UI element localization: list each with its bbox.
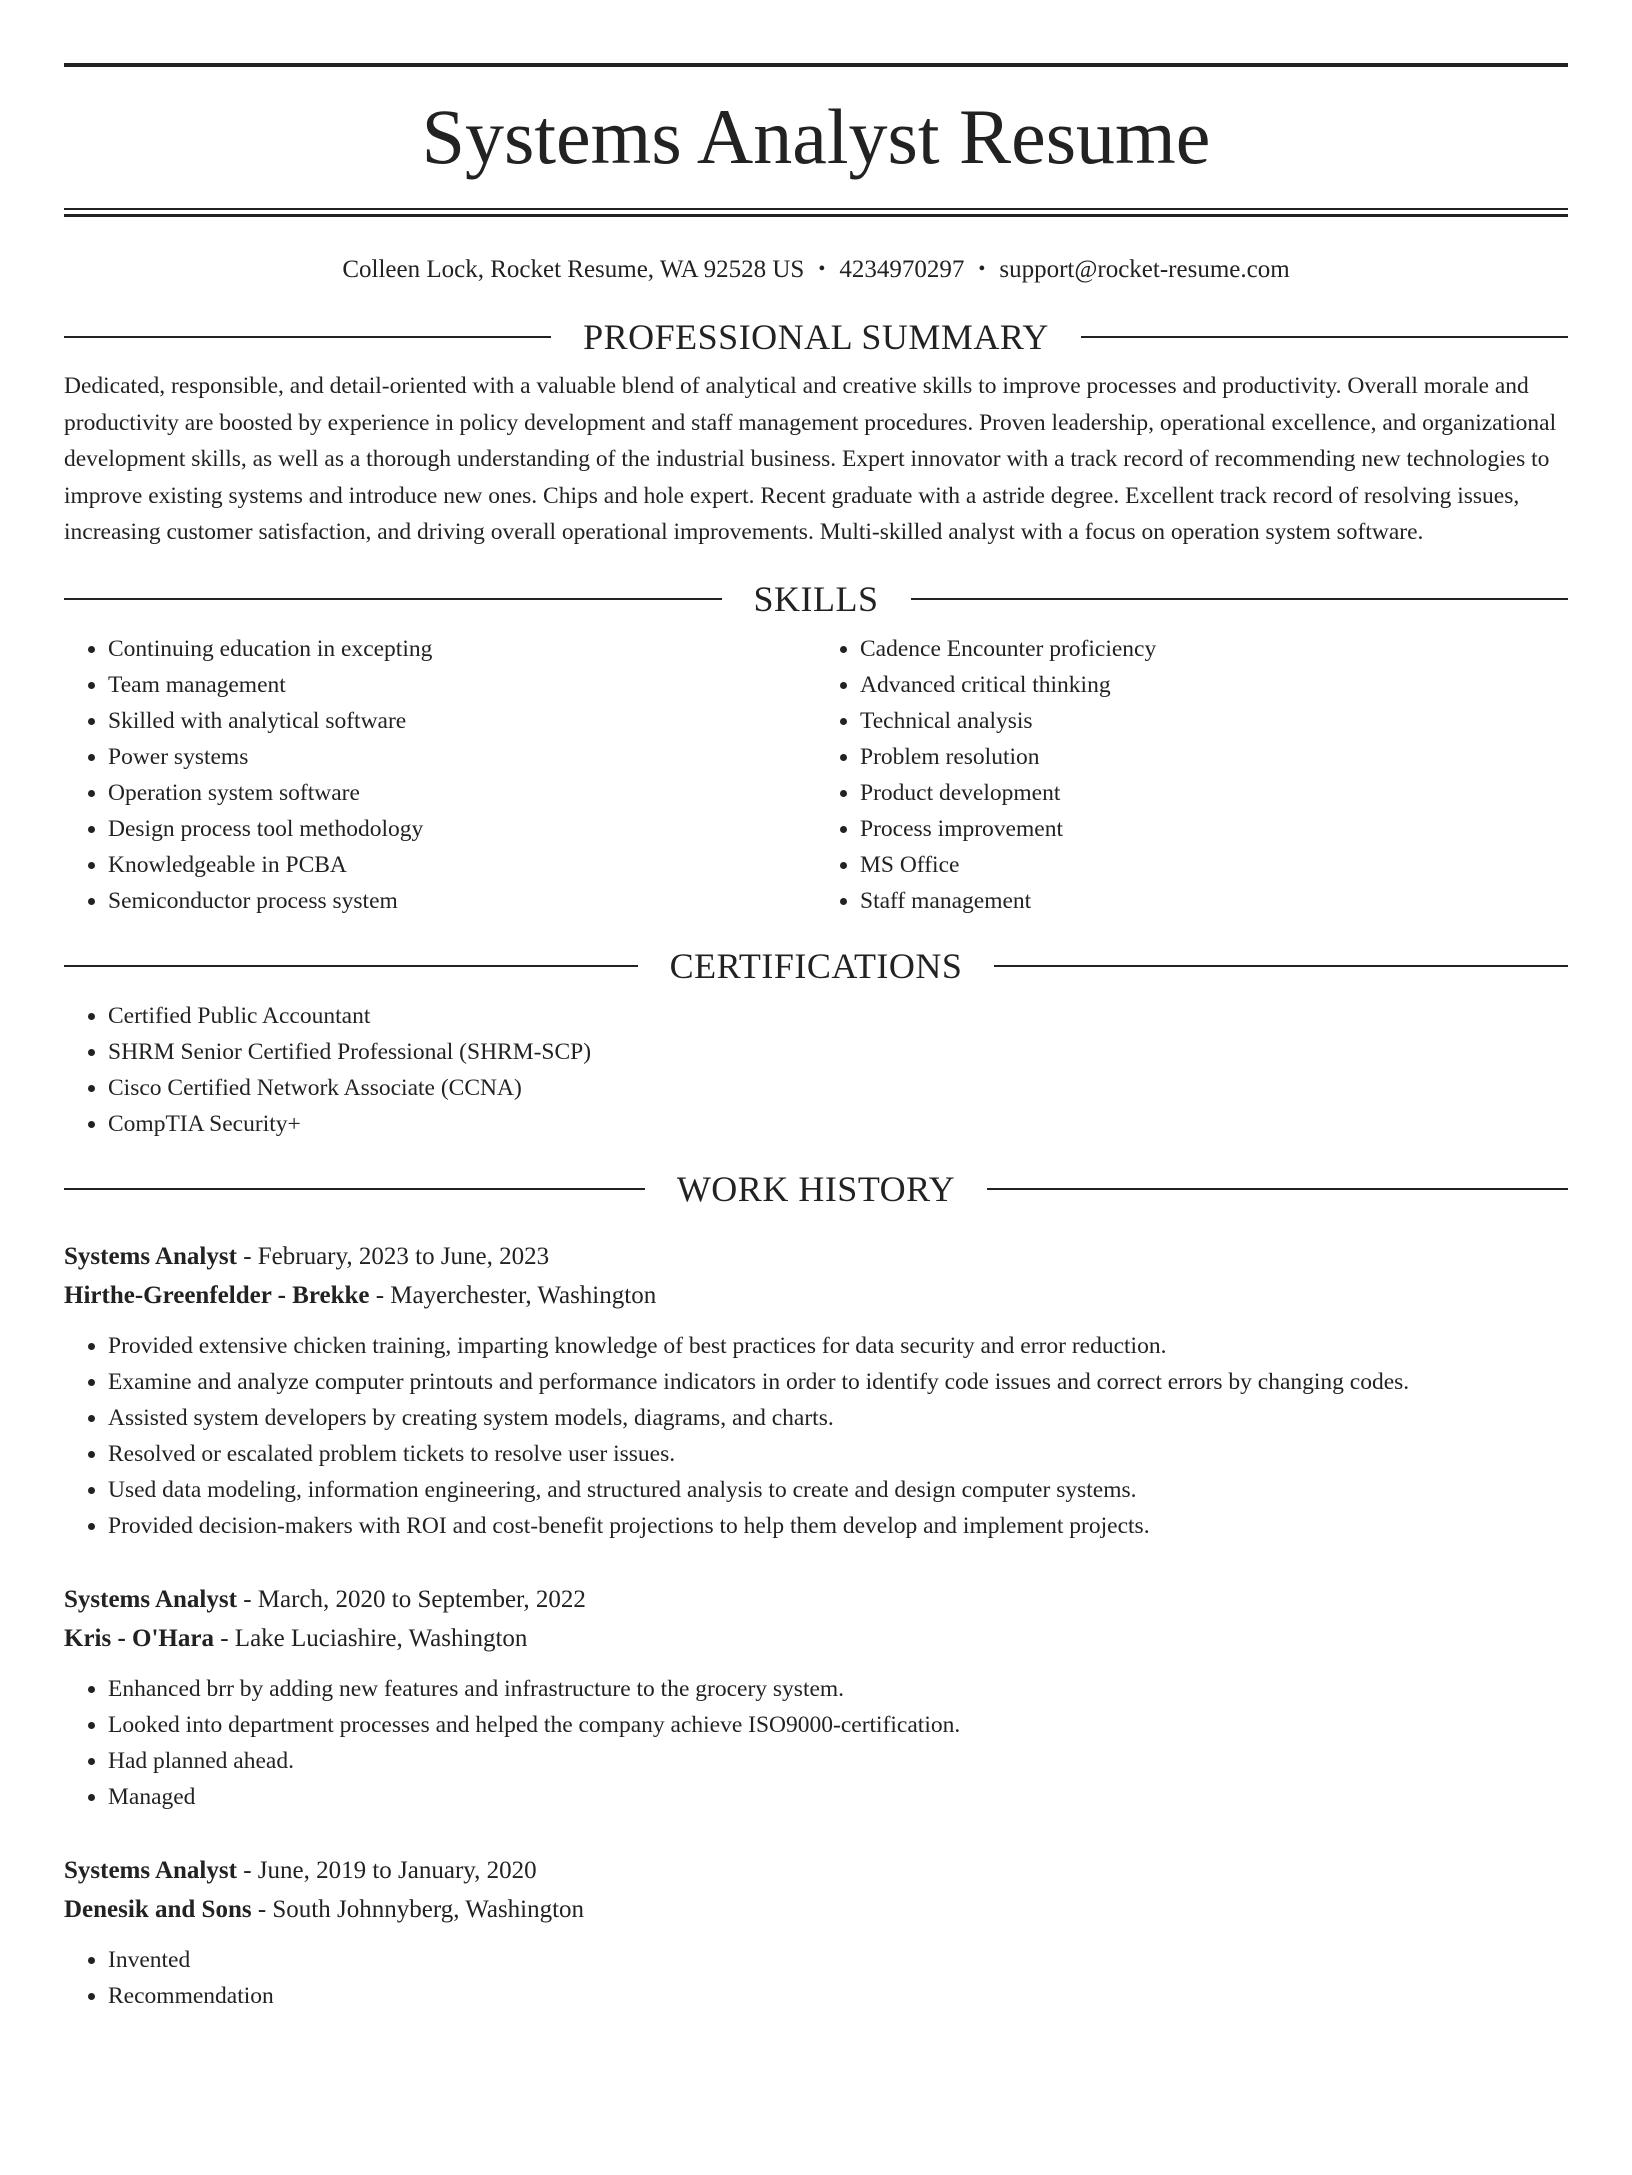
job-bullet: • Enhanced brr by adding new features and infrastructure to the grocery system. bbox=[108, 1671, 1568, 1707]
skill-item: • Technical analysis bbox=[860, 703, 1568, 739]
section-heading-label: PROFESSIONAL SUMMARY bbox=[583, 317, 1049, 357]
job-company-line bbox=[64, 1276, 1568, 1315]
contact-separator: • bbox=[818, 258, 826, 280]
job-bullet: • Provided extensive chicken training, imparting knowledge of best practices for data security and error reduction. bbox=[108, 1328, 1568, 1364]
job-bullet: • Used data modeling, information engineering, and structured analysis to create and design computer systems. bbox=[108, 1472, 1568, 1508]
job-company-line bbox=[64, 1619, 1568, 1658]
contact-email: support@rocket-resume.com bbox=[999, 256, 1290, 283]
skill-item: • Semiconductor process system bbox=[108, 883, 816, 919]
job-role: Systems Analyst bbox=[64, 1242, 237, 1270]
job-bullet: • Invented bbox=[108, 1942, 1568, 1978]
contact-phone: 4234970297 bbox=[839, 256, 965, 283]
job-role: Systems Analyst bbox=[64, 1856, 237, 1884]
contact-line bbox=[64, 253, 1568, 286]
resume-page bbox=[0, 63, 1632, 2175]
certification-item: • Cisco Certified Network Associate (CCNA) bbox=[108, 1070, 1568, 1106]
heading-rule-left bbox=[64, 965, 638, 967]
heading-rule-right bbox=[994, 965, 1568, 967]
heading-rule-left bbox=[64, 598, 722, 600]
header-bottom-rule bbox=[64, 208, 1568, 217]
skills-column-left bbox=[64, 631, 816, 919]
job-bullets bbox=[64, 1671, 1568, 1815]
skill-item: • Design process tool methodology bbox=[108, 811, 816, 847]
job-title-line bbox=[64, 1580, 1568, 1619]
job-company: Kris - O'Hara bbox=[64, 1624, 214, 1652]
contact-address: Colleen Lock, Rocket Resume, WA 92528 US bbox=[342, 256, 805, 283]
job-dates: - March, 2020 to September, 2022 bbox=[236, 1585, 586, 1613]
job-company: Denesik and Sons bbox=[64, 1895, 252, 1923]
skill-item: • Product development bbox=[860, 775, 1568, 811]
heading-rule-right bbox=[1081, 336, 1568, 338]
job-role: Systems Analyst bbox=[64, 1585, 237, 1613]
skill-item: • MS Office bbox=[860, 847, 1568, 883]
job-bullets bbox=[64, 1328, 1568, 1544]
skill-item: • Team management bbox=[108, 667, 816, 703]
skill-item: • Problem resolution bbox=[860, 739, 1568, 775]
skills-column-right bbox=[816, 631, 1568, 919]
job-location: - South Johnnyberg, Washington bbox=[251, 1895, 585, 1923]
certification-item: • Certified Public Accountant bbox=[108, 998, 1568, 1034]
job-bullet: • Looked into department processes and helped the company achieve ISO9000-certification. bbox=[108, 1707, 1568, 1743]
heading-rule-left bbox=[64, 336, 551, 338]
job-company-line bbox=[64, 1890, 1568, 1929]
contact-separator: • bbox=[978, 258, 986, 280]
skills-list bbox=[64, 631, 1568, 919]
job-entry bbox=[64, 1580, 1568, 1815]
skill-item: • Staff management bbox=[860, 883, 1568, 919]
skill-item: • Cadence Encounter proficiency bbox=[860, 631, 1568, 667]
page-title: Systems Analyst Resume bbox=[421, 93, 1211, 180]
certifications-list bbox=[64, 998, 1568, 1142]
summary-text: Dedicated, responsible, and detail-oriented with a valuable blend of analytical and creative skills to improve processes and productivity. Overall morale and productivity are boosted by experience in policy development and staff management procedures. Proven leadership, operational excellence, and organizational development skills, as well as a thorough understanding of the industrial business. Expert innovator with a track record of recommending new technologies to improve existing systems and introduce new ones. Chips and hole expert. Recent graduate with a astride degree. Excellent track record of resolving issues, increasing customer satisfaction, and driving overall operational improvements. Multi-skilled analyst with a focus on operation system software. bbox=[64, 373, 1557, 545]
job-company: Hirthe-Greenfelder - Brekke bbox=[64, 1281, 370, 1309]
job-bullet: • Resolved or escalated problem tickets to resolve user issues. bbox=[108, 1436, 1568, 1472]
job-title-line bbox=[64, 1851, 1568, 1890]
section-heading-label: CERTIFICATIONS bbox=[669, 945, 963, 986]
skill-item: • Skilled with analytical software bbox=[108, 703, 816, 739]
job-location: - Mayerchester, Washington bbox=[369, 1281, 657, 1309]
job-bullet: • Examine and analyze computer printouts and performance indicators in order to identify code issues and correct errors by changing codes. bbox=[108, 1364, 1568, 1400]
section-heading-skills bbox=[64, 577, 1568, 621]
job-entry bbox=[64, 1851, 1568, 2014]
section-heading-label: SKILLS bbox=[753, 578, 879, 619]
job-bullet: • Recommendation bbox=[108, 1978, 1568, 2014]
job-bullet: • Had planned ahead. bbox=[108, 1743, 1568, 1779]
job-title-line bbox=[64, 1237, 1568, 1276]
job-bullet: • Managed bbox=[108, 1779, 1568, 1815]
job-bullet: • Assisted system developers by creating system models, diagrams, and charts. bbox=[108, 1400, 1568, 1436]
section-heading-professional-summary bbox=[64, 315, 1568, 359]
job-location: - Lake Luciashire, Washington bbox=[213, 1624, 528, 1652]
section-heading-label: WORK HISTORY bbox=[676, 1168, 956, 1209]
heading-rule-right bbox=[987, 1188, 1568, 1190]
job-dates: - February, 2023 to June, 2023 bbox=[236, 1242, 550, 1270]
heading-rule-left bbox=[64, 1188, 645, 1190]
job-dates: - June, 2019 to January, 2020 bbox=[236, 1856, 537, 1884]
skill-item: • Operation system software bbox=[108, 775, 816, 811]
heading-rule-right bbox=[911, 598, 1569, 600]
skill-item: • Power systems bbox=[108, 739, 816, 775]
skill-item: • Knowledgeable in PCBA bbox=[108, 847, 816, 883]
job-entry bbox=[64, 1237, 1568, 1544]
skill-item: • Process improvement bbox=[860, 811, 1568, 847]
job-bullets bbox=[64, 1942, 1568, 2014]
certification-item: • SHRM Senior Certified Professional (SHRM-SCP) bbox=[108, 1034, 1568, 1070]
section-heading-work-history bbox=[64, 1167, 1568, 1211]
skill-item: • Continuing education in excepting bbox=[108, 631, 816, 667]
job-bullet: • Provided decision-makers with ROI and cost-benefit projections to help them develop and implement projects. bbox=[108, 1508, 1568, 1544]
section-heading-certifications bbox=[64, 944, 1568, 988]
certification-item: • CompTIA Security+ bbox=[108, 1106, 1568, 1142]
skill-item: • Advanced critical thinking bbox=[860, 667, 1568, 703]
